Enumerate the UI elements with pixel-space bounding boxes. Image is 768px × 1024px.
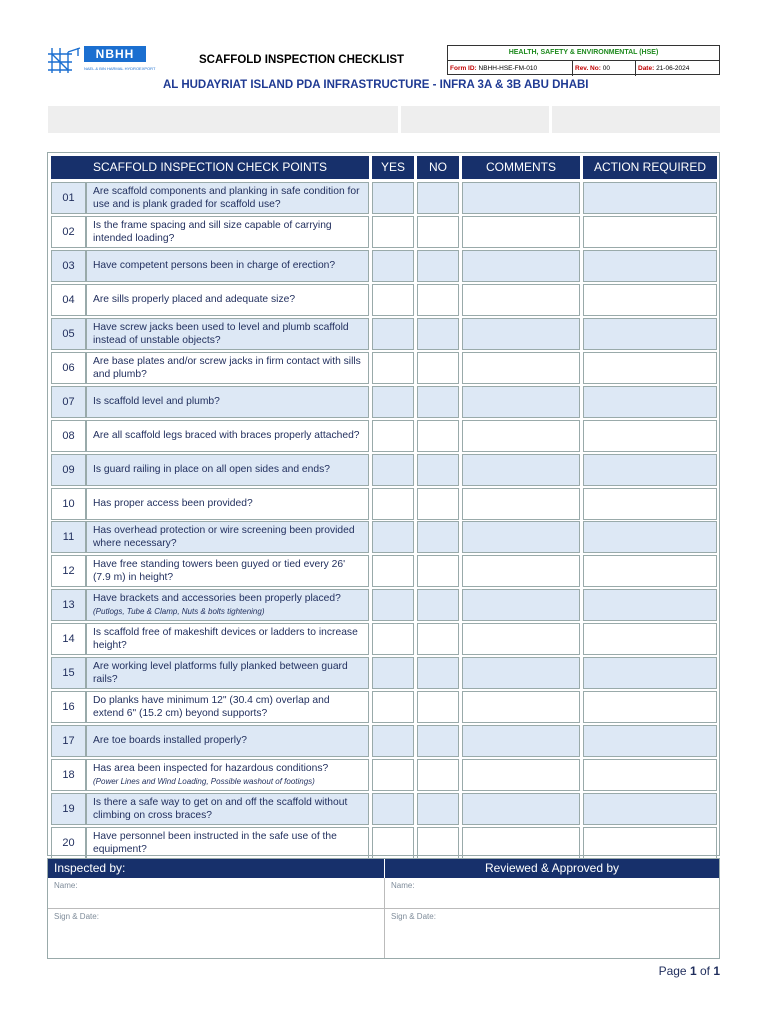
row-number: 15	[51, 657, 86, 689]
checkpoint-text: Has proper access been provided?	[93, 498, 253, 510]
yes-cell[interactable]	[372, 420, 414, 452]
no-cell[interactable]	[417, 759, 459, 791]
action-cell[interactable]	[583, 623, 717, 655]
no-cell[interactable]	[417, 284, 459, 316]
checkpoint-question	[86, 691, 369, 723]
action-cell[interactable]	[583, 352, 717, 384]
page-total: 1	[713, 964, 720, 978]
inspected-by-header: Inspected by:	[48, 859, 384, 878]
no-cell[interactable]	[417, 182, 459, 214]
checkpoint-question	[86, 759, 369, 791]
comments-cell[interactable]	[462, 182, 580, 214]
page-current: 1	[689, 964, 697, 978]
checkpoint-text: Are toe boards installed properly?	[93, 735, 247, 747]
yes-cell[interactable]	[372, 386, 414, 418]
info-field-1[interactable]	[48, 106, 398, 133]
info-field-3[interactable]	[552, 106, 720, 133]
action-cell[interactable]	[583, 454, 717, 486]
checkpoint-question	[86, 318, 369, 350]
yes-cell[interactable]	[372, 657, 414, 689]
logo-subtext: NAEL & BIN HARMAL HYDROEXPORT	[84, 66, 156, 71]
row-number: 13	[51, 589, 86, 621]
comments-cell[interactable]	[462, 284, 580, 316]
comments-cell[interactable]	[462, 454, 580, 486]
rev-label: Rev. No:	[575, 65, 601, 72]
yes-cell[interactable]	[372, 623, 414, 655]
checkpoint-text: Is the frame spacing and sill size capable of carrying intended loading?	[93, 219, 332, 244]
no-cell[interactable]	[417, 318, 459, 350]
checkpoint-text: Do planks have minimum 12" (30.4 cm) overlap and extend 6" (15.2 cm) beyond supports?	[93, 694, 330, 719]
checkpoint-question	[86, 284, 369, 316]
row-number: 16	[51, 691, 86, 723]
row-number: 10	[51, 488, 86, 520]
reviewer-sign-label: Sign & Date:	[391, 912, 436, 921]
checkpoint-text: Is guard railing in place on all open sides and ends?	[93, 464, 330, 476]
checkpoint-question	[86, 725, 369, 757]
checkpoint-text: Are all scaffold legs braced with braces properly attached?	[93, 430, 360, 442]
yes-cell[interactable]	[372, 793, 414, 825]
no-cell[interactable]	[417, 725, 459, 757]
checkpoint-note: (Putlogs, Tube & Clamp, Nuts & bolts tightening)	[93, 607, 265, 616]
checkpoint-text: Have screw jacks been used to level and plumb scaffold instead of unstable objects?	[93, 321, 349, 346]
comments-cell[interactable]	[462, 793, 580, 825]
comments-cell[interactable]	[462, 521, 580, 553]
action-cell[interactable]	[583, 521, 717, 553]
yes-cell[interactable]	[372, 555, 414, 587]
yes-cell[interactable]	[372, 284, 414, 316]
row-number: 20	[51, 827, 86, 859]
checkpoint-text: Have competent persons been in charge of erection?	[93, 260, 336, 272]
logo-wordmark: NBHH	[84, 46, 146, 62]
no-cell[interactable]	[417, 555, 459, 587]
reviewer-name-label: Name:	[391, 881, 415, 890]
checkpoint-text: Has overhead protection or wire screening been provided where necessary?	[93, 524, 355, 549]
comments-cell[interactable]	[462, 555, 580, 587]
yes-cell[interactable]	[372, 454, 414, 486]
yes-cell[interactable]	[372, 488, 414, 520]
comments-cell[interactable]	[462, 318, 580, 350]
comments-cell[interactable]	[462, 386, 580, 418]
row-number: 12	[51, 555, 86, 587]
document-title: SCAFFOLD INSPECTION CHECKLIST	[199, 54, 405, 66]
no-cell[interactable]	[417, 352, 459, 384]
yes-cell[interactable]	[372, 250, 414, 282]
project-subtitle: AL HUDAYRIAT ISLAND PDA INFRASTRUCTURE - INFRA 3A & 3B ABU DHABI	[163, 79, 589, 91]
comments-cell[interactable]	[462, 488, 580, 520]
comments-cell[interactable]	[462, 827, 580, 859]
no-cell[interactable]	[417, 589, 459, 621]
comments-cell[interactable]	[462, 759, 580, 791]
page-of: of	[696, 964, 714, 978]
signature-section	[47, 858, 720, 959]
checklist-table	[47, 152, 720, 856]
row-number: 02	[51, 216, 86, 248]
checkpoint-question	[86, 454, 369, 486]
yes-cell[interactable]	[372, 725, 414, 757]
date-label: Date:	[638, 65, 655, 72]
no-cell[interactable]	[417, 216, 459, 248]
checkpoint-text: Is scaffold level and plumb?	[93, 396, 220, 408]
no-cell[interactable]	[417, 250, 459, 282]
action-cell[interactable]	[583, 657, 717, 689]
comments-cell[interactable]	[462, 623, 580, 655]
comments-cell[interactable]	[462, 657, 580, 689]
checkpoint-question	[86, 793, 369, 825]
comments-cell[interactable]	[462, 420, 580, 452]
page-prefix: Page	[658, 964, 690, 978]
action-cell[interactable]	[583, 793, 717, 825]
row-number: 17	[51, 725, 86, 757]
form-id-value: NBHH-HSE-FM-010	[478, 65, 538, 72]
scaffold-logo-icon	[48, 46, 82, 74]
reviewed-by-header: Reviewed & Approved by	[385, 859, 719, 878]
action-cell[interactable]	[583, 182, 717, 214]
no-cell[interactable]	[417, 793, 459, 825]
header-yes: YES	[372, 156, 414, 179]
action-cell[interactable]	[583, 488, 717, 520]
checkpoint-text: Are scaffold components and planking in safe condition for use and is plank graded for scaffold use?	[93, 185, 360, 210]
action-cell[interactable]	[583, 284, 717, 316]
action-cell[interactable]	[583, 318, 717, 350]
yes-cell[interactable]	[372, 759, 414, 791]
checkpoint-text: Are sills properly placed and adequate size?	[93, 294, 296, 306]
checkpoint-question	[86, 589, 369, 621]
action-cell[interactable]	[583, 827, 717, 859]
action-cell[interactable]	[583, 691, 717, 723]
row-number: 11	[51, 521, 86, 553]
row-number: 05	[51, 318, 86, 350]
no-cell[interactable]	[417, 521, 459, 553]
checkpoint-question	[86, 488, 369, 520]
header-no: NO	[417, 156, 459, 179]
company-logo	[48, 46, 156, 76]
row-number: 06	[51, 352, 86, 384]
date-value: 21-06-2024	[656, 65, 690, 72]
no-cell[interactable]	[417, 623, 459, 655]
no-cell[interactable]	[417, 454, 459, 486]
yes-cell[interactable]	[372, 691, 414, 723]
yes-cell[interactable]	[372, 589, 414, 621]
action-cell[interactable]	[583, 216, 717, 248]
row-number: 04	[51, 284, 86, 316]
header-checkpoints: SCAFFOLD INSPECTION CHECK POINTS	[51, 156, 369, 179]
row-number: 09	[51, 454, 86, 486]
no-cell[interactable]	[417, 827, 459, 859]
checkpoint-text: Are base plates and/or screw jacks in firm contact with sills and plumb?	[93, 355, 361, 380]
row-number: 01	[51, 182, 86, 214]
checkpoint-question	[86, 216, 369, 248]
checkpoint-question	[86, 521, 369, 553]
header-action-required: ACTION REQUIRED	[583, 156, 717, 179]
action-cell[interactable]	[583, 759, 717, 791]
yes-cell[interactable]	[372, 318, 414, 350]
comments-cell[interactable]	[462, 691, 580, 723]
checkpoint-text: Are working level platforms fully planked between guard rails?	[93, 660, 348, 685]
checkpoint-text: Is there a safe way to get on and off the scaffold without climbing on cross braces?	[93, 796, 348, 821]
no-cell[interactable]	[417, 691, 459, 723]
action-cell[interactable]	[583, 250, 717, 282]
checkpoint-text: Have free standing towers been guyed or tied every 26' (7.9 m) in height?	[93, 558, 346, 583]
no-cell[interactable]	[417, 657, 459, 689]
yes-cell[interactable]	[372, 182, 414, 214]
yes-cell[interactable]	[372, 216, 414, 248]
checkpoint-note: (Power Lines and Wind Loading, Possible washout of footings)	[93, 777, 315, 786]
checkpoint-question	[86, 182, 369, 214]
action-cell[interactable]	[583, 386, 717, 418]
yes-cell[interactable]	[372, 352, 414, 384]
checkpoint-question	[86, 623, 369, 655]
row-number: 19	[51, 793, 86, 825]
checkpoint-question	[86, 352, 369, 384]
checkpoint-text: Have personnel been instructed in the safe use of the equipment?	[93, 830, 337, 855]
no-cell[interactable]	[417, 386, 459, 418]
action-cell[interactable]	[583, 420, 717, 452]
comments-cell[interactable]	[462, 589, 580, 621]
checkpoint-question	[86, 827, 369, 859]
comments-cell[interactable]	[462, 352, 580, 384]
checkpoint-text: Has area been inspected for hazardous conditions?	[93, 762, 329, 774]
checkpoint-question	[86, 386, 369, 418]
action-cell[interactable]	[583, 725, 717, 757]
form-id-label: Form ID:	[450, 65, 477, 72]
row-number: 18	[51, 759, 86, 791]
checkpoint-text: Is scaffold free of makeshift devices or ladders to increase height?	[93, 626, 358, 651]
inspector-sign-label: Sign & Date:	[54, 912, 99, 921]
comments-cell[interactable]	[462, 250, 580, 282]
checkpoint-question	[86, 657, 369, 689]
hse-title: HEALTH, SAFETY & ENVIRONMENTAL (HSE)	[448, 46, 719, 61]
action-cell[interactable]	[583, 555, 717, 587]
checkpoint-text: Have brackets and accessories been properly placed?	[93, 592, 341, 604]
row-number: 03	[51, 250, 86, 282]
header-comments: COMMENTS	[462, 156, 580, 179]
checkpoint-question	[86, 555, 369, 587]
action-cell[interactable]	[583, 589, 717, 621]
page-number	[659, 964, 720, 978]
row-number: 08	[51, 420, 86, 452]
row-number: 14	[51, 623, 86, 655]
comments-cell[interactable]	[462, 725, 580, 757]
no-cell[interactable]	[417, 488, 459, 520]
yes-cell[interactable]	[372, 827, 414, 859]
rev-value: 00	[602, 65, 610, 72]
row-number: 07	[51, 386, 86, 418]
inspector-name-label: Name:	[54, 881, 78, 890]
checkpoint-question	[86, 420, 369, 452]
info-field-2[interactable]	[401, 106, 549, 133]
no-cell[interactable]	[417, 420, 459, 452]
comments-cell[interactable]	[462, 216, 580, 248]
checkpoint-question	[86, 250, 369, 282]
yes-cell[interactable]	[372, 521, 414, 553]
hse-form-info	[447, 45, 720, 75]
